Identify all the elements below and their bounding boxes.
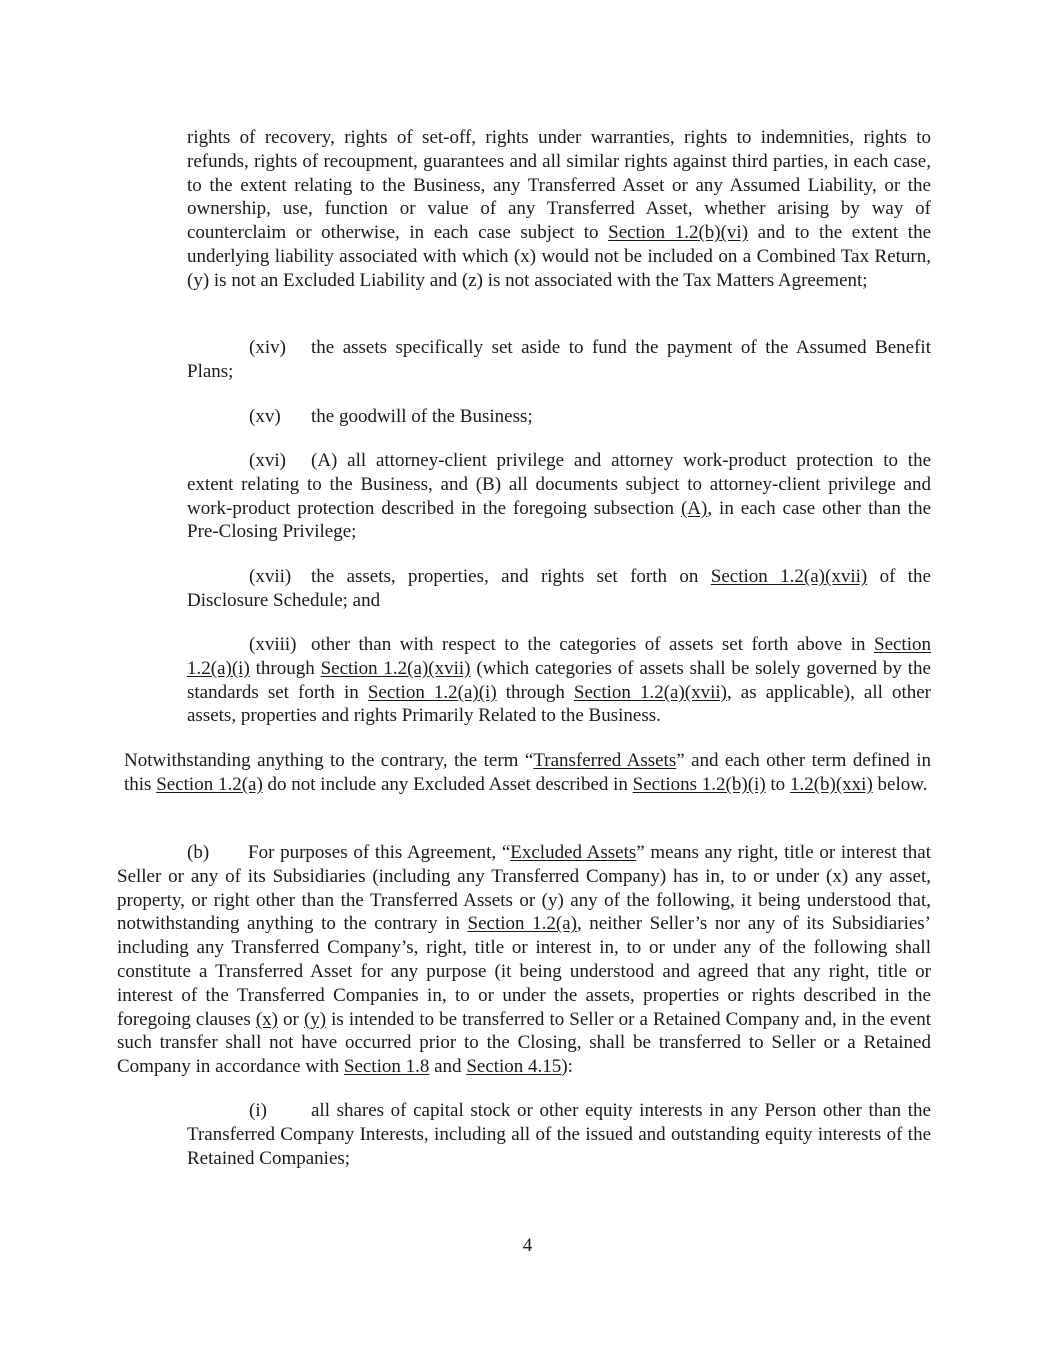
clause-xviii bbox=[187, 633, 931, 728]
text: For purposes of this Agreement, “ bbox=[248, 842, 511, 863]
text: and bbox=[429, 1056, 467, 1078]
cross-reference: (x) bbox=[255, 1008, 278, 1030]
cross-reference: 1.2(b)(xxi) bbox=[789, 773, 873, 795]
text: or bbox=[278, 1008, 304, 1030]
text: the goodwill of the Business; bbox=[311, 406, 533, 427]
cross-reference: Section 1.2(a) bbox=[156, 773, 263, 795]
section-b-excluded-assets bbox=[117, 841, 931, 1079]
cross-reference: Sections 1.2(b)(i) bbox=[632, 773, 766, 795]
cross-reference: Section 1.2(a)(xvii) bbox=[573, 681, 727, 703]
page-number: 4 bbox=[522, 1235, 533, 1256]
text: all shares of capital stock or other equity interests in any Person other than the Transferred Company Interests, including all of the issued and outstanding equity interests of the Retained Companies; bbox=[187, 1100, 931, 1169]
cross-reference: Section 1.2(a)(i) bbox=[187, 634, 931, 679]
clause-number: (xvii) bbox=[249, 566, 292, 587]
text: other than with respect to the categories of assets set forth above in bbox=[311, 634, 874, 655]
cross-reference: Section 1.2(a)(i) bbox=[367, 681, 497, 703]
clause-xvii bbox=[187, 565, 931, 613]
cross-reference: (A) bbox=[680, 497, 708, 519]
text: below. bbox=[872, 773, 928, 795]
defined-term: Excluded Assets bbox=[510, 842, 637, 863]
clause-xv bbox=[187, 405, 931, 429]
clause-xvi bbox=[187, 449, 931, 544]
paragraph-rights-of-recovery bbox=[187, 126, 931, 293]
text: is intended to be transferred to Seller or a Retained Company and, in the event such transfer shall not have occurred prior to the Closing, shall be transferred to Seller or a Retained Company in accordance with bbox=[117, 1008, 932, 1078]
clause-xiv bbox=[187, 336, 931, 384]
paragraph-notwithstanding bbox=[124, 749, 931, 797]
cross-reference: Section 1.2(a)(xvii) bbox=[710, 566, 868, 587]
text: ): bbox=[561, 1056, 573, 1078]
clause-number: (b) bbox=[187, 842, 210, 863]
cross-reference: (y) bbox=[303, 1008, 327, 1030]
text: to bbox=[765, 773, 790, 795]
text: do not include any Excluded Asset described in bbox=[262, 773, 633, 795]
text: , neither Seller’s nor any of its Subsidiaries’ including any Transferred Company’s, right, title or interest in, to or under any of the following shall constitute a Transferred Asset for any purpose (it being understood and agreed that any right, title or interest of the Transferred Companies in, to or under the assets, properties or rights described in the foregoing clauses bbox=[117, 913, 932, 1030]
text: , in each case other than the Pre-Closing Privilege; bbox=[187, 497, 932, 543]
clause-number: (xiv) bbox=[249, 337, 286, 358]
cross-reference: Section 1.2(a) bbox=[467, 913, 577, 935]
clause-number: (xvi) bbox=[249, 450, 286, 471]
text: ” means any right, title or interest that Seller or any of its Subsidiaries (including any Transferred Company) has in, to or under (x) any asset, property, or right other than the Transferred Assets or (y) any of the following, it being understood that, notwithstanding anything to the contrary in bbox=[117, 842, 931, 935]
clause-b-i bbox=[187, 1099, 931, 1170]
cross-reference: Section 1.2(a)(xvii) bbox=[320, 657, 471, 679]
text: rights of recovery, rights of set-off, rights under warranties, rights to indemnities, rights to refunds, rights of recoupment, guarantees and all similar rights against third parties, in each case, to the extent relating to the Business, any Transferred Asset or any Assumed Liability, or the ownership, use, function or value of any Transferred Asset, whether arising by way of counterclaim or otherwise, in each case subject to bbox=[187, 127, 931, 244]
text: the assets, properties, and rights set forth on bbox=[311, 566, 711, 587]
cross-reference: Section 1.2(b)(vi) bbox=[608, 222, 749, 244]
text: of the Disclosure Schedule; and bbox=[187, 566, 931, 611]
clause-number: (i) bbox=[249, 1100, 267, 1121]
text: Notwithstanding anything to the contrary, the term “ bbox=[124, 750, 534, 771]
text: through bbox=[496, 681, 574, 703]
clause-number: (xviii) bbox=[249, 634, 297, 655]
cross-reference: Section 4.15 bbox=[466, 1056, 562, 1078]
clause-number: (xv) bbox=[249, 406, 281, 427]
text: ” and each other term defined in this bbox=[124, 750, 931, 795]
cross-reference: Section 1.8 bbox=[343, 1056, 430, 1078]
text: through bbox=[249, 657, 321, 679]
text: and to the extent the underlying liability associated with which (x) would not be included on a Combined Tax Return, (y) is not an Excluded Liability and (z) is not associated with the Tax Matters Agreement; bbox=[187, 222, 932, 291]
defined-term: Transferred Assets bbox=[533, 750, 677, 771]
text: (A) all attorney-client privilege and attorney work-product protection to the extent relating to the Business, and (B) all documents subject to attorney-client privilege and work-product protection described in the foregoing subsection bbox=[187, 450, 931, 519]
text: (which categories of assets shall be solely governed by the standards set forth in bbox=[187, 657, 931, 703]
text: , as applicable), all other assets, properties and rights Primarily Related to the Business. bbox=[187, 681, 931, 727]
text: the assets specifically set aside to fund the payment of the Assumed Benefit Plans; bbox=[187, 337, 931, 382]
